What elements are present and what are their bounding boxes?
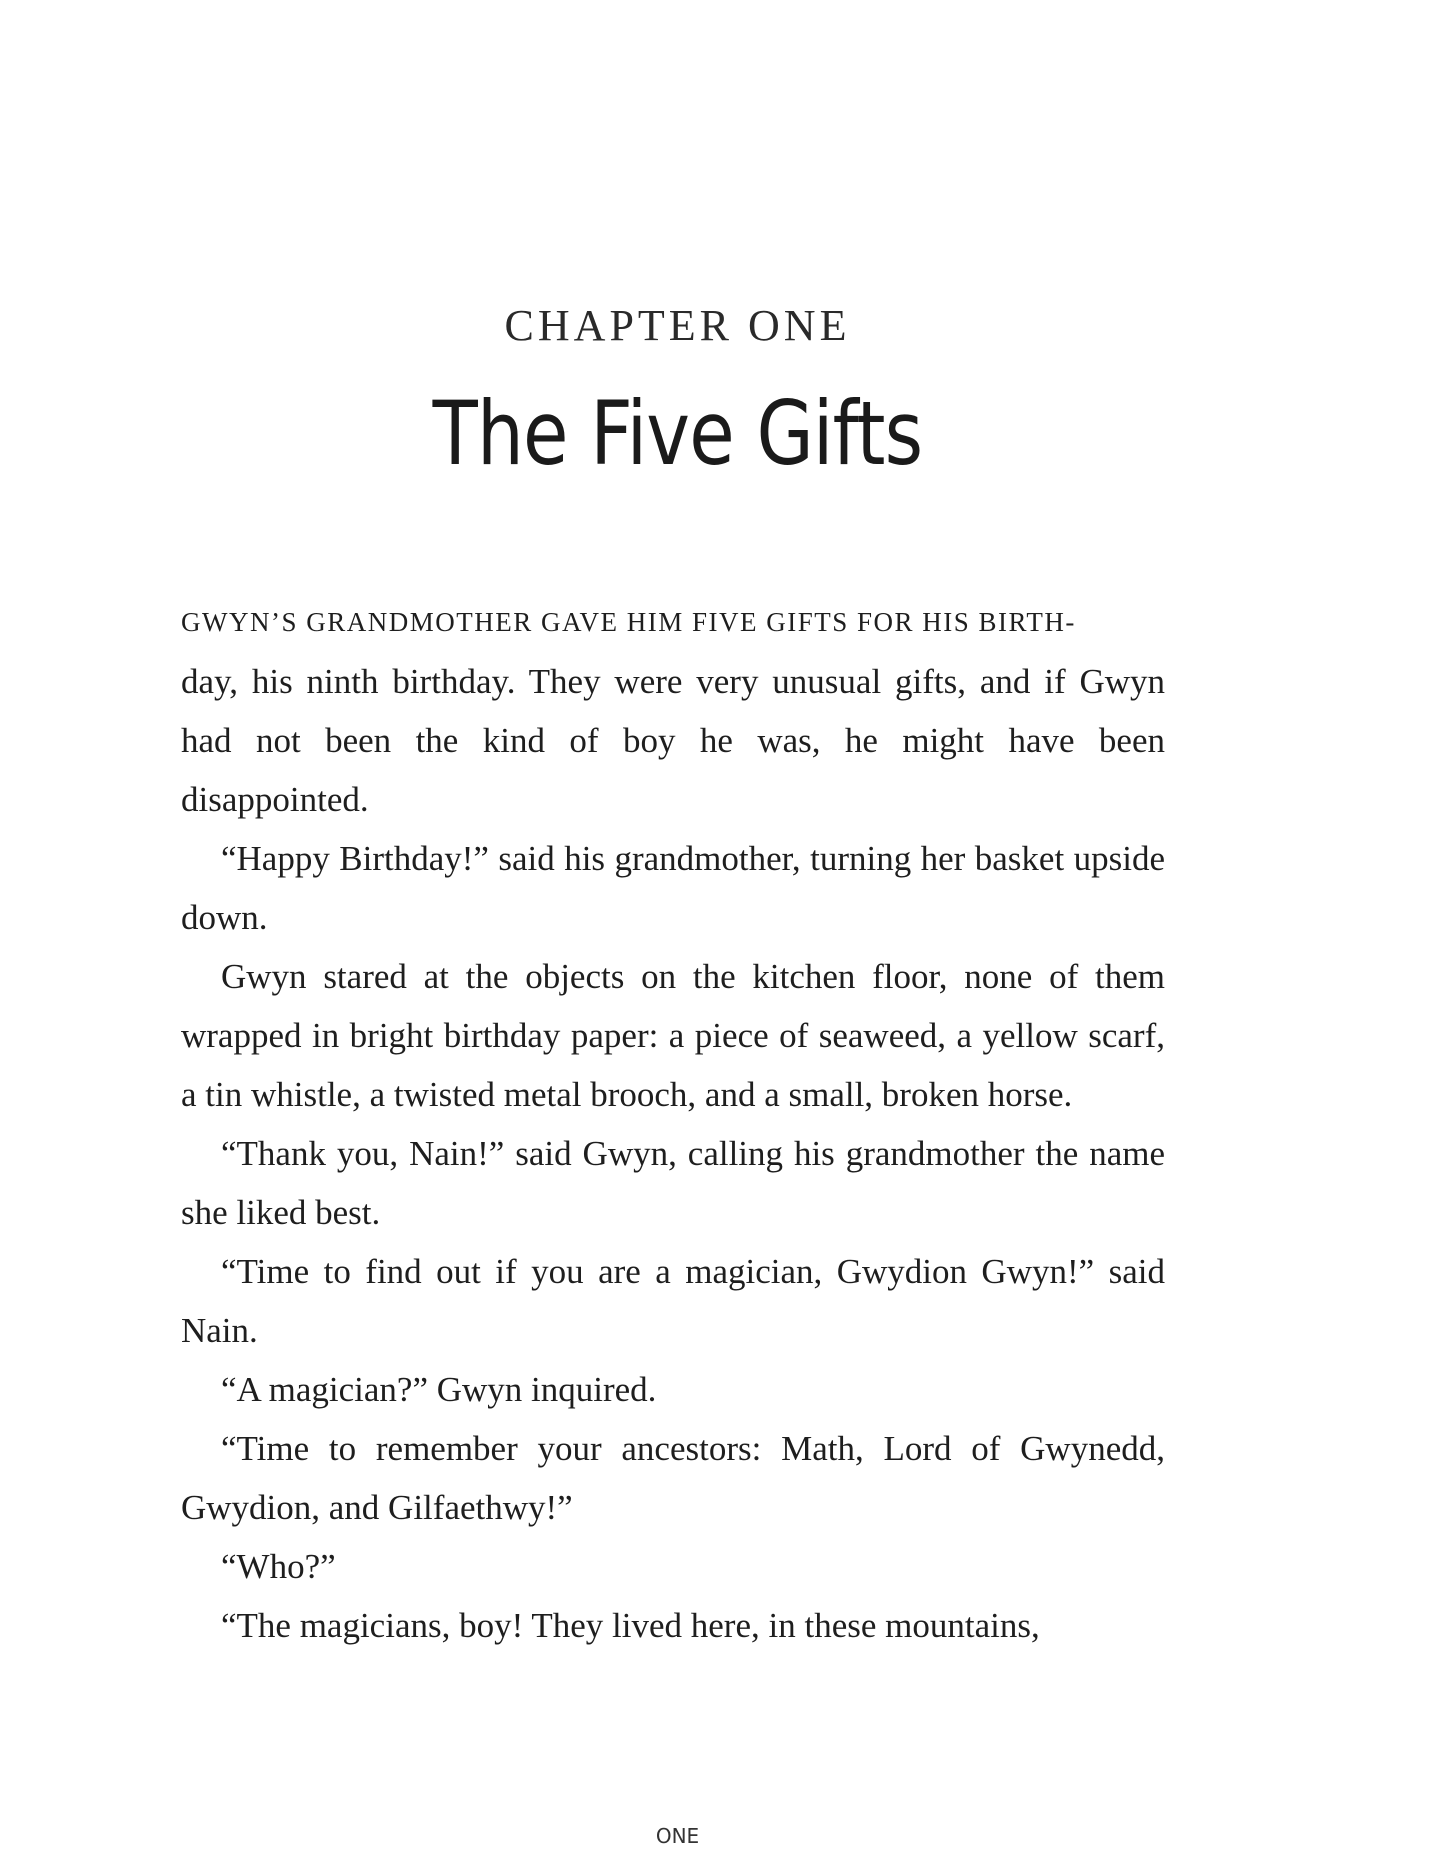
- paragraph-1-text: day, his ninth birthday. They were very unusual gifts, and if Gwyn had not been the kind of boy he was, he might have been disappointed.: [181, 662, 1165, 819]
- paragraph-3: Gwyn stared at the objects on the kitchen floor, none of them wrapped in bright birthday paper: a piece of seaweed, a yellow scarf, a tin whistle, a twisted metal brooch, and a small, broken horse.: [181, 957, 1165, 1114]
- opening-smallcaps: GWYN’S GRANDMOTHER GAVE HIM FIVE GIFTS FOR HIS BIRTH-: [181, 607, 1076, 637]
- paragraph-2: “Happy Birthday!” said his grandmother, turning her basket upside down.: [181, 839, 1165, 937]
- paragraph-4: “Thank you, Nain!” said Gwyn, calling his grandmother the name she liked best.: [181, 1134, 1165, 1232]
- paragraph-7: “Time to remember your ancestors: Math, Lord of Gwynedd, Gwydion, and Gilfaethwy!”: [181, 1429, 1165, 1527]
- chapter-label: CHAPTER ONE: [504, 301, 851, 350]
- chapter-body: [181, 590, 1165, 1655]
- paragraph-9: “The magicians, boy! They lived here, in these mountains,: [221, 1606, 1040, 1645]
- paragraph-1: [181, 590, 1165, 829]
- chapter-title: The Five Gifts: [432, 382, 923, 485]
- paragraph-5: “Time to find out if you are a magician, Gwydion Gwyn!” said Nain.: [181, 1252, 1165, 1350]
- paragraph-6: “A magician?” Gwyn inquired.: [221, 1370, 657, 1409]
- page-folio: ONE: [655, 1824, 700, 1848]
- paragraph-8: “Who?”: [221, 1547, 336, 1586]
